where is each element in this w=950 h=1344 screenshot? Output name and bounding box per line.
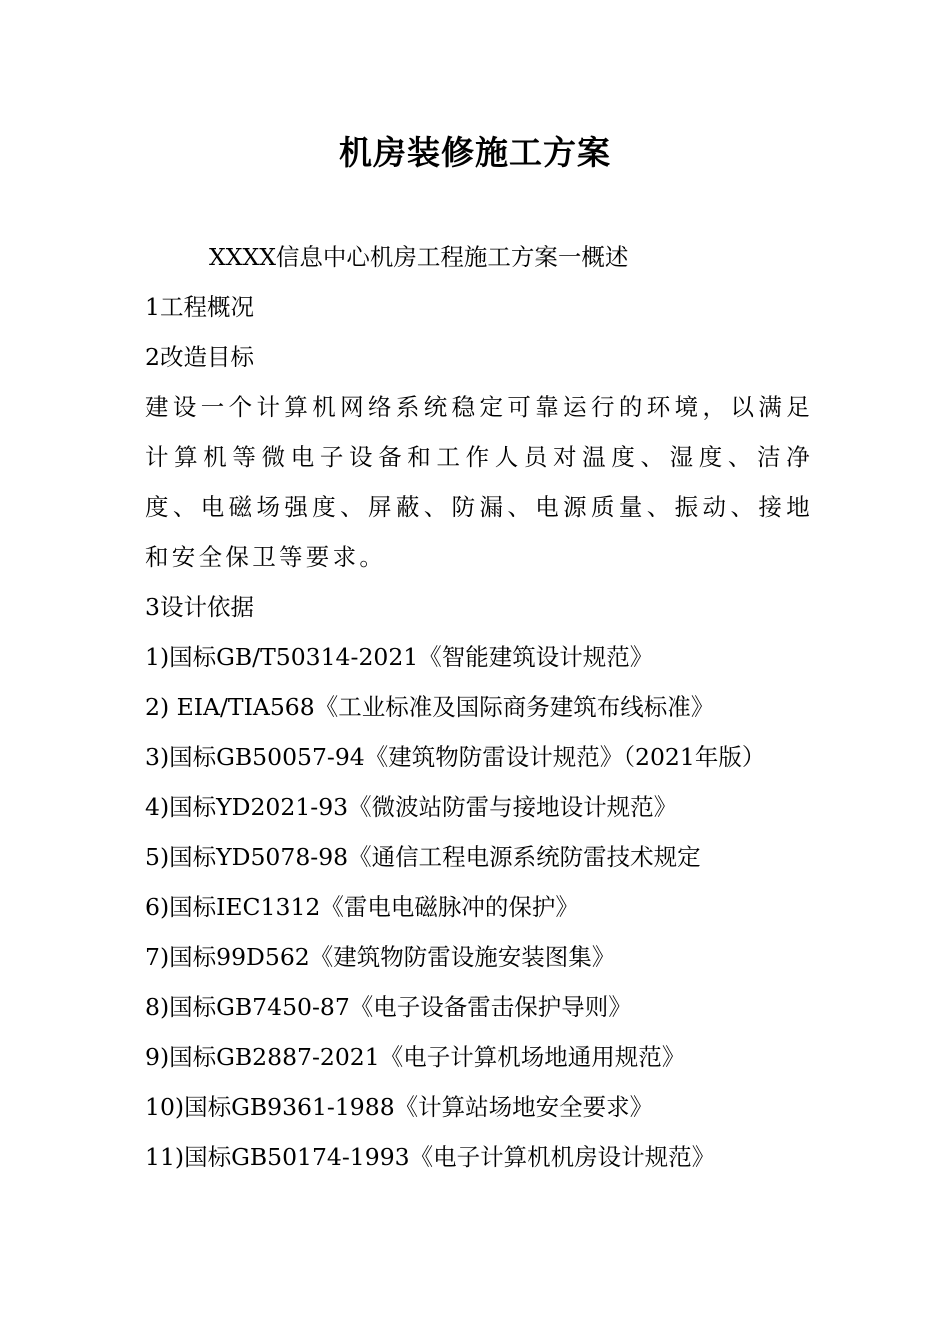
goal-paragraph: 建设一个计算机网络系统稳定可靠运行的环境，以满足计算机等微电子设备和工作人员对温度、湿度、洁净度、电磁场强度、屏蔽、防漏、电源质量、振动、接地和安全保卫等要求。 — [145, 393, 813, 571]
reference-item: 4)国标YD2021-93《微波站防雷与接地设计规范》 — [145, 793, 678, 821]
section-heading-2: 2改造目标 — [145, 343, 254, 371]
reference-item: 8)国标GB7450-87《电子设备雷击保护导则》 — [145, 993, 632, 1021]
reference-item: 11)国标GB50174-1993《电子计算机机房设计规范》 — [145, 1143, 716, 1171]
document-body — [145, 232, 813, 1182]
section-heading-1: 1工程概况 — [145, 293, 254, 321]
document-title: 机房装修施工方案 — [339, 133, 611, 172]
reference-item: 9)国标GB2887-2021《电子计算机场地通用规范》 — [145, 1043, 686, 1071]
reference-item: 3)国标GB50057-94《建筑物防雷设计规范》（2021年版） — [145, 743, 766, 771]
reference-item: 10)国标GB9361-1988《计算站场地安全要求》 — [145, 1093, 654, 1121]
reference-item: 2) EIA/TIA568《工业标准及国际商务建筑布线标准》 — [145, 693, 715, 721]
reference-item: 5)国标YD5078-98《通信工程电源系统防雷技术规定 — [145, 843, 701, 871]
overview-heading: XXXX信息中心机房工程施工方案一概述 — [209, 243, 629, 271]
reference-item: 7)国标99D562《建筑物防雷设施安装图集》 — [145, 943, 616, 971]
reference-item: 1)国标GB/T50314-2021《智能建筑设计规范》 — [145, 643, 654, 671]
section-heading-3: 3设计依据 — [145, 593, 254, 621]
reference-item: 6)国标IEC1312《雷电电磁脉冲的保护》 — [145, 893, 579, 921]
